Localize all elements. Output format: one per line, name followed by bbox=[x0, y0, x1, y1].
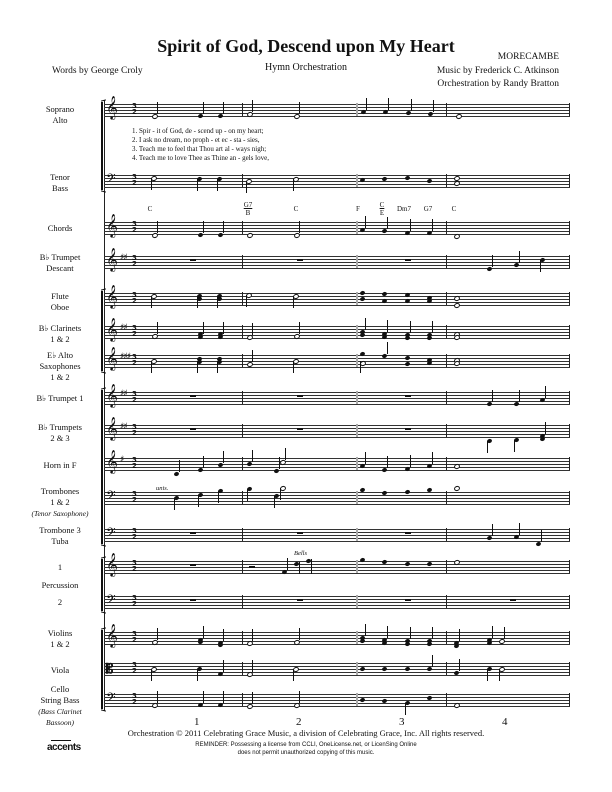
bracket-brass bbox=[101, 390, 103, 544]
bass-clef-icon: 𝄢 bbox=[106, 690, 116, 708]
expression-unis: unis. bbox=[156, 485, 169, 492]
staff-bb-clarinets bbox=[104, 317, 570, 341]
whole-rest-icon bbox=[190, 564, 196, 566]
chord-symbol: C bbox=[451, 205, 457, 213]
time-signature: 3 2 bbox=[132, 490, 137, 504]
time-signature: 3 2 bbox=[132, 661, 137, 675]
whole-rest-icon bbox=[405, 599, 411, 601]
half-rest-icon bbox=[249, 566, 255, 568]
copyright-notice: Orchestration © 2011 Celebrating Grace Music, a division of Celebrating Grace, Inc. All rights reserved. bbox=[127, 728, 485, 738]
treble-clef-icon: 𝄞 bbox=[106, 623, 118, 647]
time-signature: 3 2 bbox=[132, 254, 137, 268]
whole-rest-icon bbox=[190, 599, 196, 601]
staff-bb-trumpet-descant bbox=[104, 247, 570, 271]
staff-trombone-3-tuba bbox=[104, 525, 570, 543]
whole-rest-icon bbox=[405, 395, 411, 397]
bracket-woodwinds bbox=[101, 291, 103, 371]
treble-clef-icon: 𝄞 bbox=[106, 416, 118, 440]
expression-bells: Bells bbox=[294, 550, 307, 557]
whole-rest-icon bbox=[190, 428, 196, 430]
whole-rest-icon bbox=[297, 428, 303, 430]
words-credit: Words by George Croly bbox=[52, 66, 143, 76]
key-signature-icon: ♯♯ bbox=[120, 389, 127, 399]
key-signature-icon: ♯♯ bbox=[120, 422, 127, 432]
treble-clef-icon: 𝄞 bbox=[106, 346, 118, 370]
staff-eb-alto-sax bbox=[104, 346, 570, 370]
measure-number: 1 bbox=[194, 716, 200, 728]
time-signature: 3 2 bbox=[132, 353, 137, 367]
time-signature: 3 2 bbox=[132, 102, 137, 116]
time-signature: 3 2 bbox=[132, 456, 137, 470]
instrument-label-percussion: Percussion bbox=[41, 580, 79, 590]
accents-logo: accents bbox=[47, 742, 81, 753]
key-signature-icon: ♯♯♯ bbox=[120, 352, 131, 362]
staff-soprano-alto bbox=[104, 95, 570, 119]
treble-clef-icon: 𝄞 bbox=[106, 247, 118, 271]
whole-rest-icon bbox=[405, 532, 411, 534]
treble-clef-icon: 𝄞 bbox=[106, 95, 118, 119]
whole-rest-icon bbox=[297, 259, 303, 261]
bass-clef-icon: 𝄢 bbox=[106, 171, 116, 189]
instrument-label-flute-oboe: Flute Oboe bbox=[50, 291, 70, 312]
staff-percussion-2 bbox=[104, 592, 570, 610]
instrument-label-soprano-alto: Soprano Alto bbox=[45, 104, 75, 125]
instrument-label-chords: Chords bbox=[47, 223, 73, 233]
whole-rest-icon bbox=[510, 599, 516, 601]
instrument-label-viola: Viola bbox=[50, 665, 70, 675]
instrument-label-bb-clarinets: B♭ Clarinets 1 & 2 bbox=[38, 323, 82, 344]
chord-symbol: C bbox=[293, 205, 299, 213]
page-title: Spirit of God, Descend upon My Heart bbox=[157, 36, 455, 56]
treble-clef-icon: 𝄞 bbox=[106, 317, 118, 341]
instrument-label-bb-trumpet-1: B♭ Trumpet 1 bbox=[36, 393, 84, 403]
key-signature-icon: ♯♯ bbox=[120, 253, 127, 263]
instrument-label-bb-trumpet-descant: B♭ Trumpet Descant bbox=[39, 252, 81, 273]
alto-clef-icon: 𝄡 bbox=[106, 662, 114, 677]
instrument-label-percussion-1: 1 bbox=[57, 562, 63, 572]
instrument-label-trombone-3-tuba: Trombone 3 Tuba bbox=[39, 525, 81, 546]
time-signature: 3 2 bbox=[132, 173, 137, 187]
staff-chords bbox=[104, 213, 570, 237]
staff-violins bbox=[104, 623, 570, 647]
measure-number: 2 bbox=[296, 716, 302, 728]
bass-clef-icon: 𝄢 bbox=[106, 488, 116, 506]
chord-symbol: G7 bbox=[423, 205, 433, 213]
staff-tenor-bass bbox=[104, 171, 570, 189]
instrument-label-percussion-2: 2 bbox=[57, 597, 63, 607]
time-signature: 3 2 bbox=[132, 291, 137, 305]
tune-name: MORECAMBE bbox=[497, 52, 559, 62]
time-signature: 3 2 bbox=[132, 220, 137, 234]
time-signature: 3 2 bbox=[132, 692, 137, 706]
key-signature-icon: ♯ bbox=[120, 455, 124, 465]
treble-clef-icon: 𝄞 bbox=[106, 213, 118, 237]
whole-rest-icon bbox=[190, 532, 196, 534]
chord-symbol: G7 B bbox=[243, 201, 253, 217]
staff-cello-bass bbox=[104, 690, 570, 708]
lyrics-verse-2: 2. I ask no dream, no proph - et ec - sta - sies, bbox=[132, 136, 260, 144]
instrument-label-bb-trumpets-2-3: B♭ Trumpets 2 & 3 bbox=[38, 422, 82, 443]
time-signature: 3 2 bbox=[132, 559, 137, 573]
instrument-label-horn-in-f: Horn in F bbox=[43, 460, 77, 470]
whole-rest-icon bbox=[405, 428, 411, 430]
whole-rest-icon bbox=[405, 259, 411, 261]
bracket-percussion bbox=[101, 559, 103, 611]
treble-clef-icon: 𝄞 bbox=[106, 284, 118, 308]
key-signature-icon: ♯♯ bbox=[120, 323, 127, 333]
measure-number: 3 bbox=[399, 716, 405, 728]
lyrics-verse-1: 1. Spir - it of God, de - scend up - on my heart; bbox=[132, 127, 264, 135]
whole-rest-icon bbox=[297, 599, 303, 601]
chord-symbol: F bbox=[356, 205, 360, 213]
time-signature: 3 2 bbox=[132, 527, 137, 541]
bass-clef-icon: 𝄢 bbox=[106, 592, 116, 610]
treble-clef-icon: 𝄞 bbox=[106, 383, 118, 407]
chord-symbol: C E bbox=[379, 201, 385, 217]
whole-rest-icon bbox=[297, 395, 303, 397]
staff-bb-trumpets-2-3 bbox=[104, 416, 570, 440]
whole-rest-icon bbox=[297, 532, 303, 534]
lyrics-verse-3: 3. Teach me to feel that Thou art al - ways nigh; bbox=[132, 145, 267, 153]
orchestration-credit: Orchestration by Randy Bratton bbox=[437, 79, 559, 89]
staff-viola bbox=[104, 663, 570, 675]
bass-clef-icon: 𝄢 bbox=[106, 525, 116, 543]
music-credit: Music by Frederick C. Atkinson bbox=[436, 66, 559, 76]
whole-rest-icon bbox=[190, 259, 196, 261]
time-signature: 3 2 bbox=[132, 324, 137, 338]
time-signature: 3 2 bbox=[132, 594, 137, 608]
time-signature: 3 2 bbox=[132, 390, 137, 404]
treble-clef-icon: 𝄞 bbox=[106, 449, 118, 473]
time-signature: 3 2 bbox=[132, 630, 137, 644]
bracket-choir bbox=[101, 102, 103, 190]
instrument-label-tenor-bass: Tenor Bass bbox=[50, 172, 70, 193]
lyrics-verse-4: 4. Teach me to love Thee as Thine an - gels love, bbox=[132, 154, 269, 162]
instrument-label-cello-bass: Cello String Bass (Bass Clarinet Bassoon) bbox=[38, 684, 82, 727]
chord-symbol: C bbox=[147, 205, 153, 213]
staff-flute-oboe bbox=[104, 284, 570, 308]
staff-bb-trumpet-1 bbox=[104, 383, 570, 407]
time-signature: 3 2 bbox=[132, 423, 137, 437]
measure-number: 4 bbox=[502, 716, 508, 728]
instrument-label-violins: Violins 1 & 2 bbox=[47, 628, 73, 649]
treble-clef-icon: 𝄞 bbox=[106, 552, 118, 576]
chord-symbol: Dm7 bbox=[397, 205, 411, 213]
whole-rest-icon bbox=[190, 395, 196, 397]
instrument-label-trombones-1-2: Trombones 1 & 2 (Tenor Saxophone) bbox=[31, 486, 89, 518]
instrument-label-eb-alto-sax: E♭ Alto Saxophones 1 & 2 bbox=[39, 350, 81, 382]
license-reminder: REMINDER: Possessing a license from CCLI, OneLicense.net, or LicenSing Online does not permit unauthorized copying of this music. bbox=[195, 742, 417, 756]
bracket-strings bbox=[101, 630, 103, 709]
page-subtitle: Hymn Orchestration bbox=[265, 62, 347, 73]
staff-horn-in-f bbox=[104, 449, 570, 473]
